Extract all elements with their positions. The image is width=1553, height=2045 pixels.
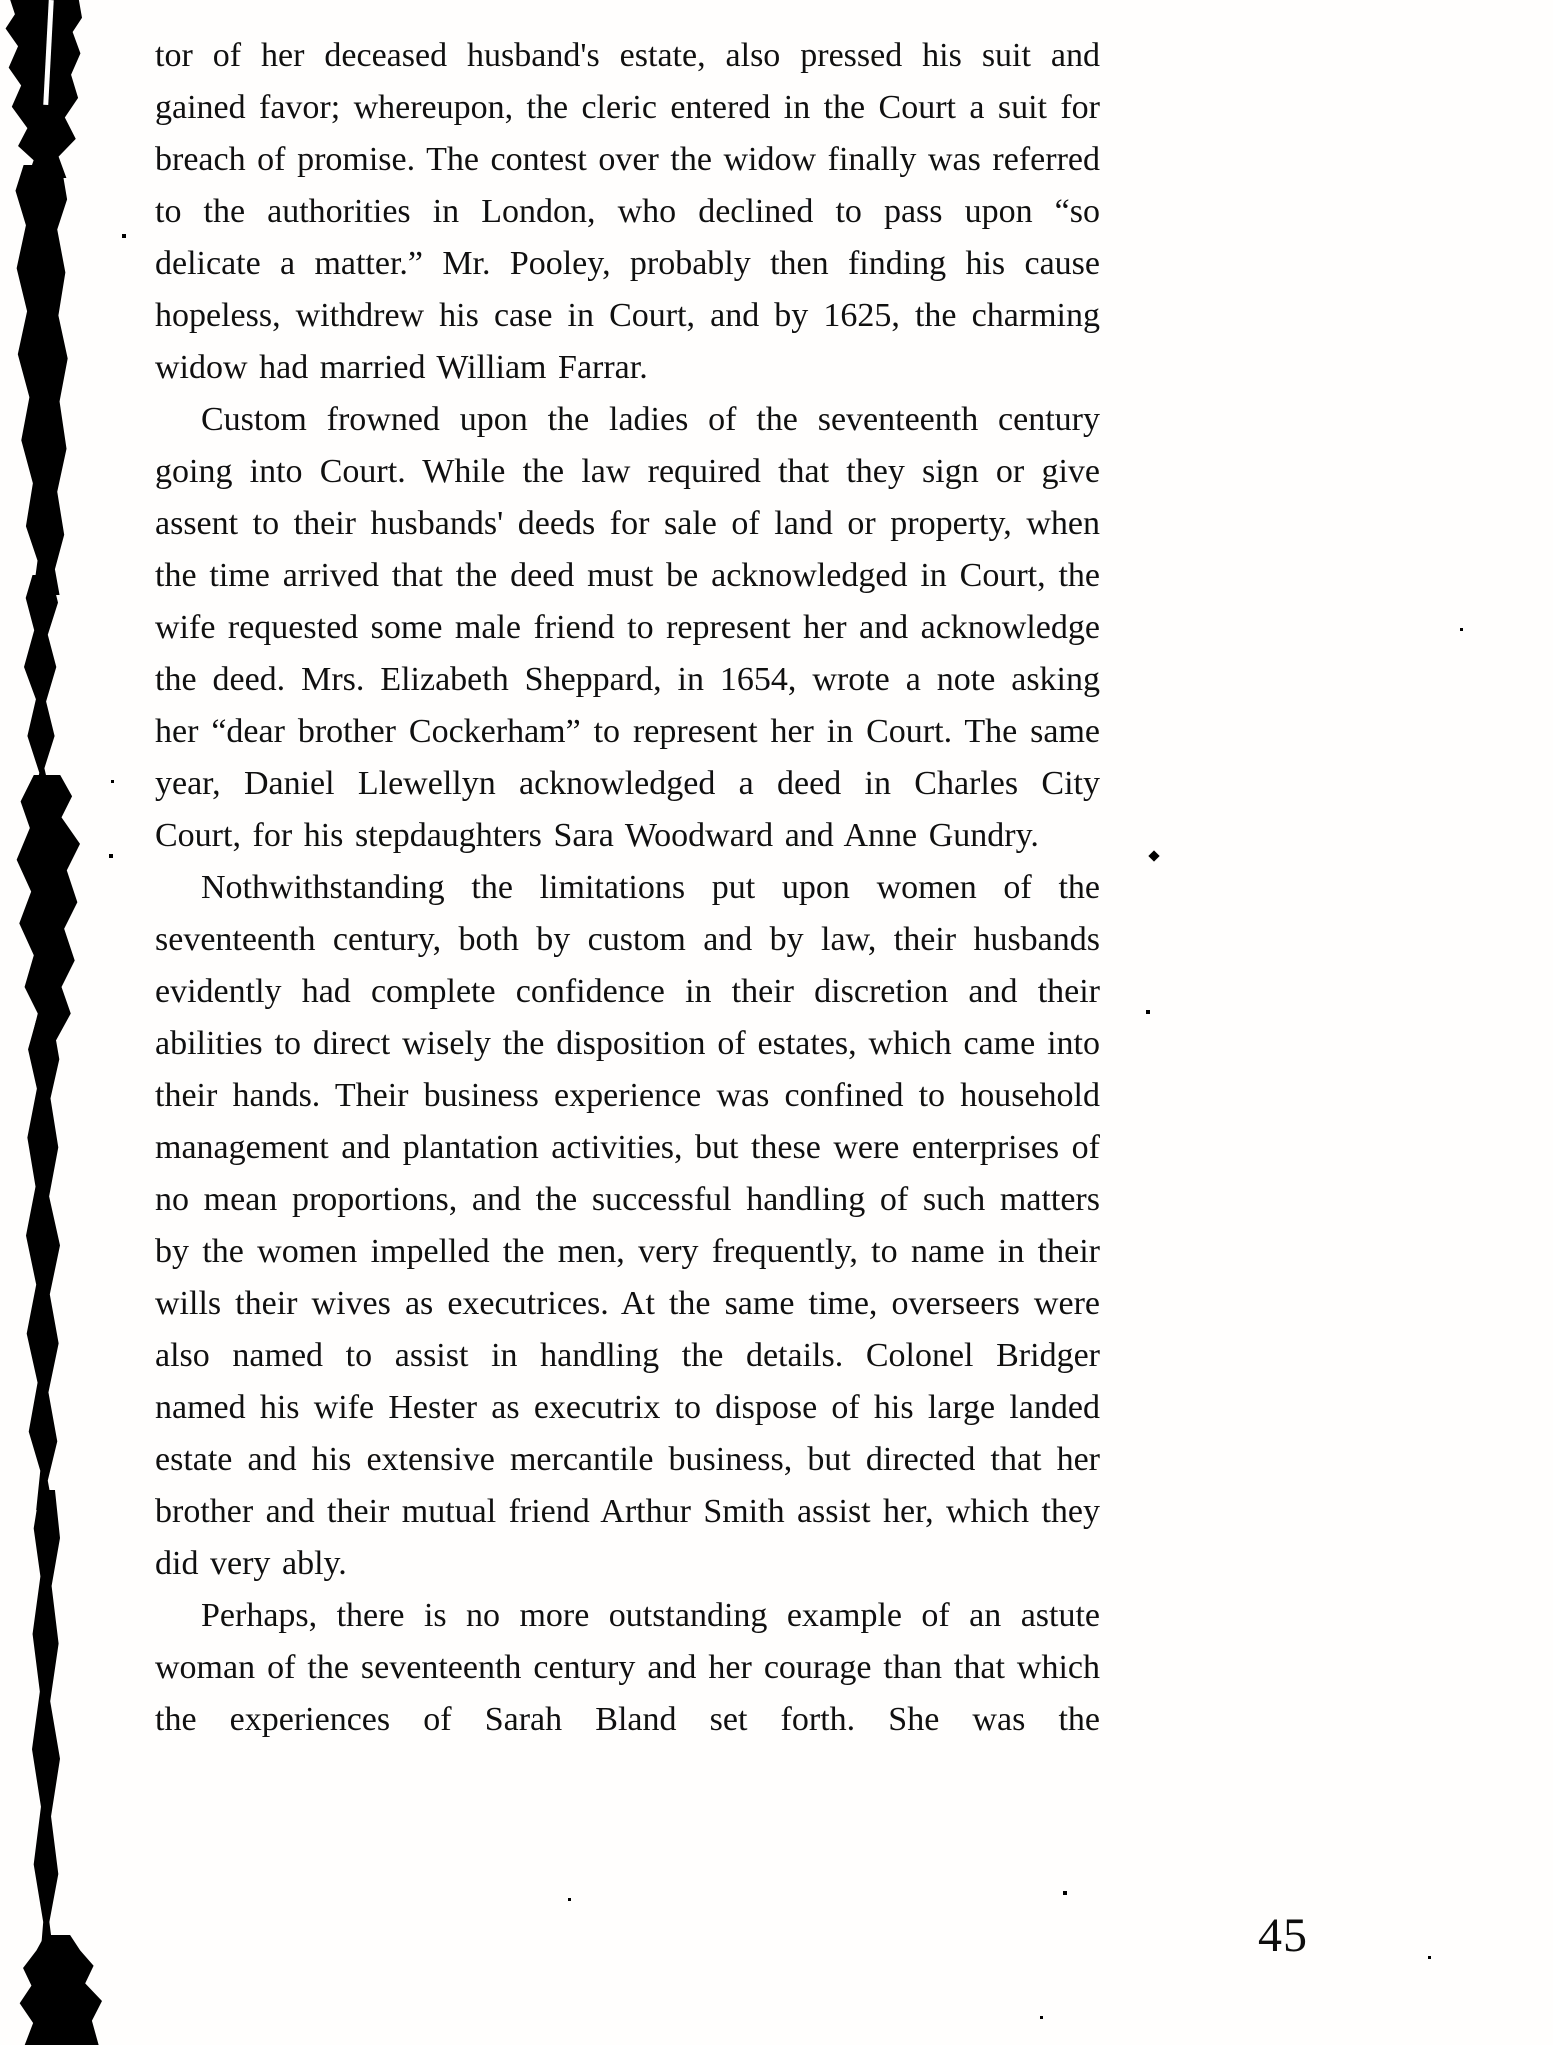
- binding-blob-top: [4, 0, 82, 178]
- binding-streak-upper: [12, 165, 70, 595]
- binding-blob-bottom: [18, 1935, 102, 2045]
- ink-speck: [1146, 1010, 1150, 1014]
- ink-speck: [1460, 628, 1463, 631]
- ink-speck: [111, 780, 114, 783]
- binding-streak-mid2: [26, 1020, 60, 1510]
- binding-shadow-artifact: [0, 0, 130, 2045]
- binding-streak-lower: [32, 1490, 60, 1970]
- binding-streak-mid: [24, 575, 58, 805]
- ink-speck: [568, 1898, 571, 1901]
- ink-speck: [1040, 2016, 1043, 2019]
- ink-speck: [109, 854, 113, 858]
- paragraph-continued-from-previous-page: tor of her deceased husband's estate, also pressed his suit and gained favor; whereupon, the cleric entered in the Court a suit for breach of promise. The contest over the widow finally was referred to the authorities in London, who declined to pass upon “so delicate a matter.” Mr. Pooley, probably then finding his cause hopeless, withdrew his case in Court, and by 1625, the charming widow had married William Farrar.: [155, 37, 1100, 386]
- ink-speck: [1148, 850, 1159, 861]
- ink-speck: [1428, 1956, 1431, 1959]
- ink-speck: [1063, 1891, 1067, 1895]
- binding-streak-bulge: [14, 775, 80, 1040]
- paragraph-continues-next-page: Perhaps, there is no more outstanding example of an astute woman of the seventeenth century and her courage than that which the experiences of Sarah Bland set forth. She was the: [155, 1597, 1100, 1738]
- page-number: 45: [1258, 1909, 1308, 1962]
- body-text-column: [155, 30, 1100, 1746]
- paragraph: Custom frowned upon the ladies of the seventeenth century going into Court. While the law required that they sign or give assent to their husbands' deeds for sale of land or property, when the time arrived that the deed must be acknowledged in Court, the wife requested some male friend to represent her and acknowledge the deed. Mrs. Elizabeth Sheppard, in 1654, wrote a note asking her “dear brother Cockerham” to represent her in Court. The same year, Daniel Llewellyn acknowledged a deed in Charles City Court, for his stepdaughters Sara Woodward and Anne Gundry.: [155, 401, 1100, 854]
- paragraph: Nothwithstanding the limitations put upon women of the seventeenth century, both by custom and by law, their husbands evidently had complete confidence in their discretion and their abilities to direct wisely the disposition of estates, which came into their hands. Their business experience was confined to household management and plantation activities, but these were enterprises of no mean proportions, and the successful handling of such matters by the women impelled the men, very frequently, to name in their wills their wives as executrices. At the same time, overseers were also named to assist in handling the details. Colonel Bridger named his wife Hester as executrix to dispose of his large landed estate and his extensive mercantile business, but directed that her brother and their mutual friend Arthur Smith assist her, which they did very ably.: [155, 869, 1100, 1582]
- ink-speck: [122, 234, 126, 238]
